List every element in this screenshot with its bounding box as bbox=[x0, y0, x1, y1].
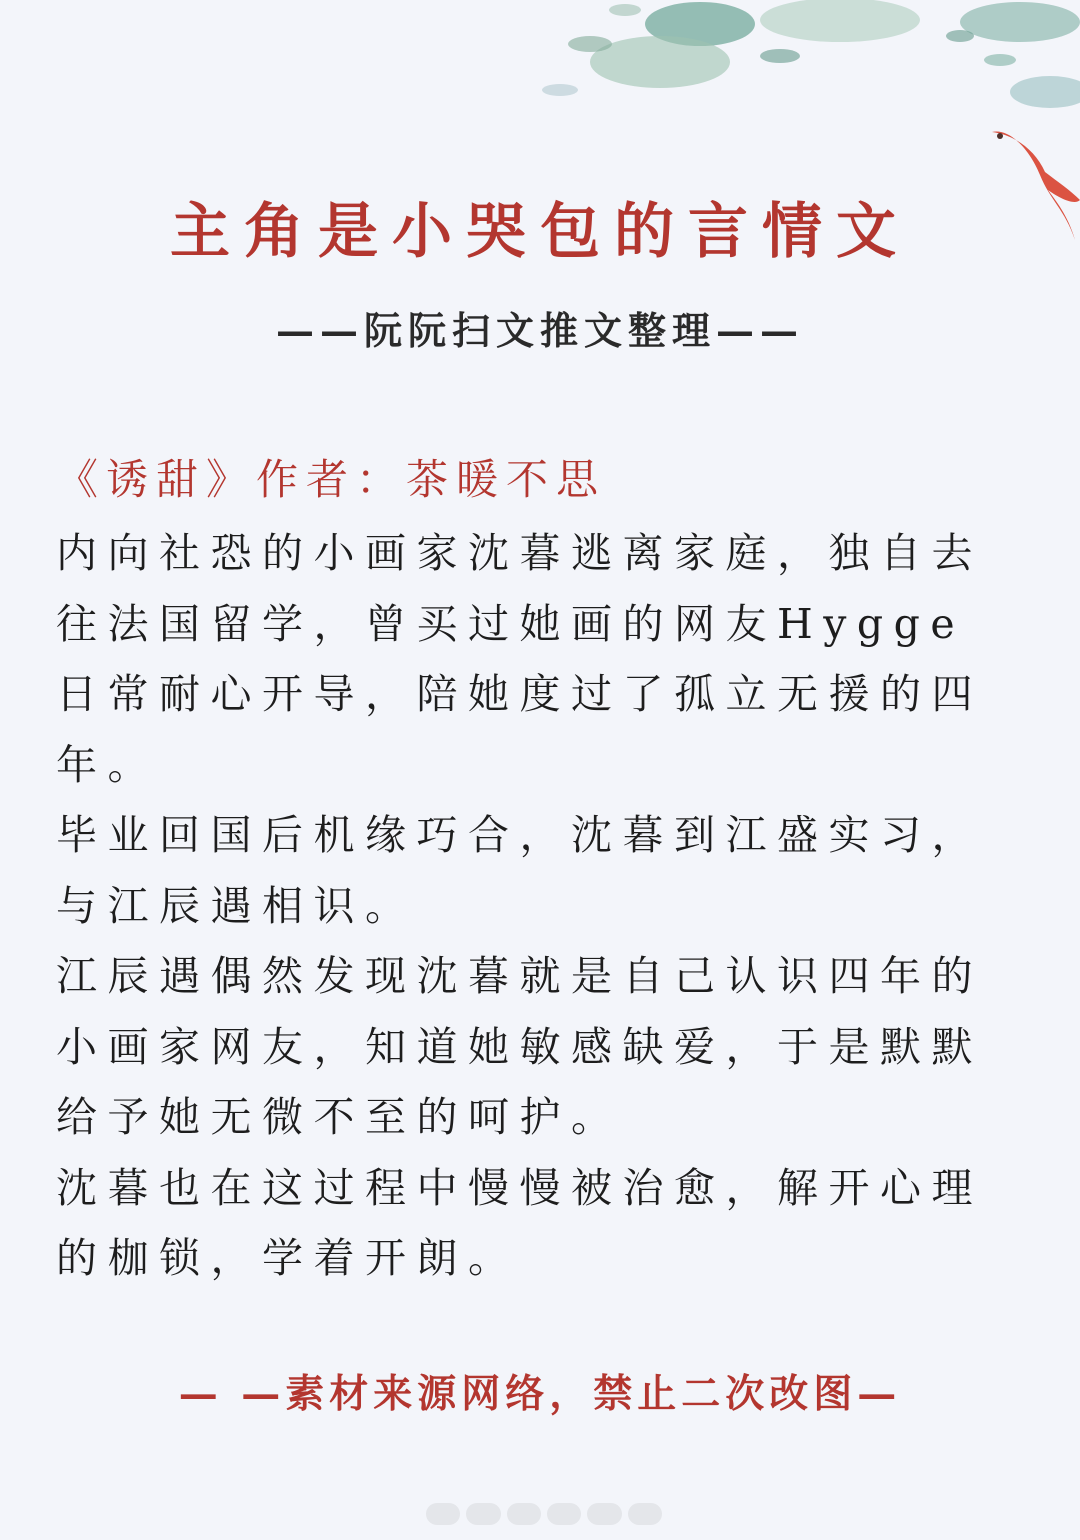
watermark-block bbox=[507, 1503, 541, 1525]
watermark-block bbox=[466, 1503, 500, 1525]
watermark-block bbox=[426, 1503, 460, 1525]
synopsis-paragraph: 毕业回国后机缘巧合，沈暮到江盛实习，与江辰遇相识。 bbox=[56, 811, 983, 930]
lily-pad bbox=[542, 84, 578, 96]
lily-pad bbox=[760, 49, 800, 63]
synopsis-paragraph: 内向社恐的小画家沈暮逃离家庭，独自去往法国留学，曾买过她画的网友Hygge日常耐心开导，陪她度过了孤立无援的四年。 bbox=[56, 529, 983, 789]
source-disclaimer: — —素材来源网络，禁止二次改图— bbox=[178, 1371, 902, 1417]
lily-pad bbox=[960, 2, 1080, 42]
watermark-block bbox=[547, 1503, 581, 1525]
blurred-watermark bbox=[426, 1500, 662, 1528]
book-synopsis bbox=[56, 518, 996, 1294]
synopsis-paragraph: 江辰遇偶然发现沈暮就是自己认识四年的小画家网友，知道她敏感缺爱，于是默默给予她无微不至的呵护。 bbox=[56, 952, 983, 1141]
lily-pad bbox=[609, 4, 641, 16]
lily-pad bbox=[984, 54, 1016, 66]
lily-pad bbox=[1010, 76, 1080, 108]
synopsis-paragraph: 沈暮也在这过程中慢慢被治愈，解开心理的枷锁，学着开朗。 bbox=[56, 1163, 983, 1282]
watermark-block bbox=[628, 1503, 662, 1525]
watermark-block bbox=[587, 1503, 621, 1525]
article-subtitle: ——阮阮扫文推文整理—— bbox=[275, 308, 804, 353]
lily-pad bbox=[568, 36, 612, 52]
book-heading: 《诱甜》作者：茶暖不思 bbox=[56, 455, 607, 504]
lily-pad bbox=[946, 30, 974, 42]
article-title: 主角是小哭包的言情文 bbox=[170, 197, 910, 267]
lily-pad bbox=[760, 0, 920, 42]
